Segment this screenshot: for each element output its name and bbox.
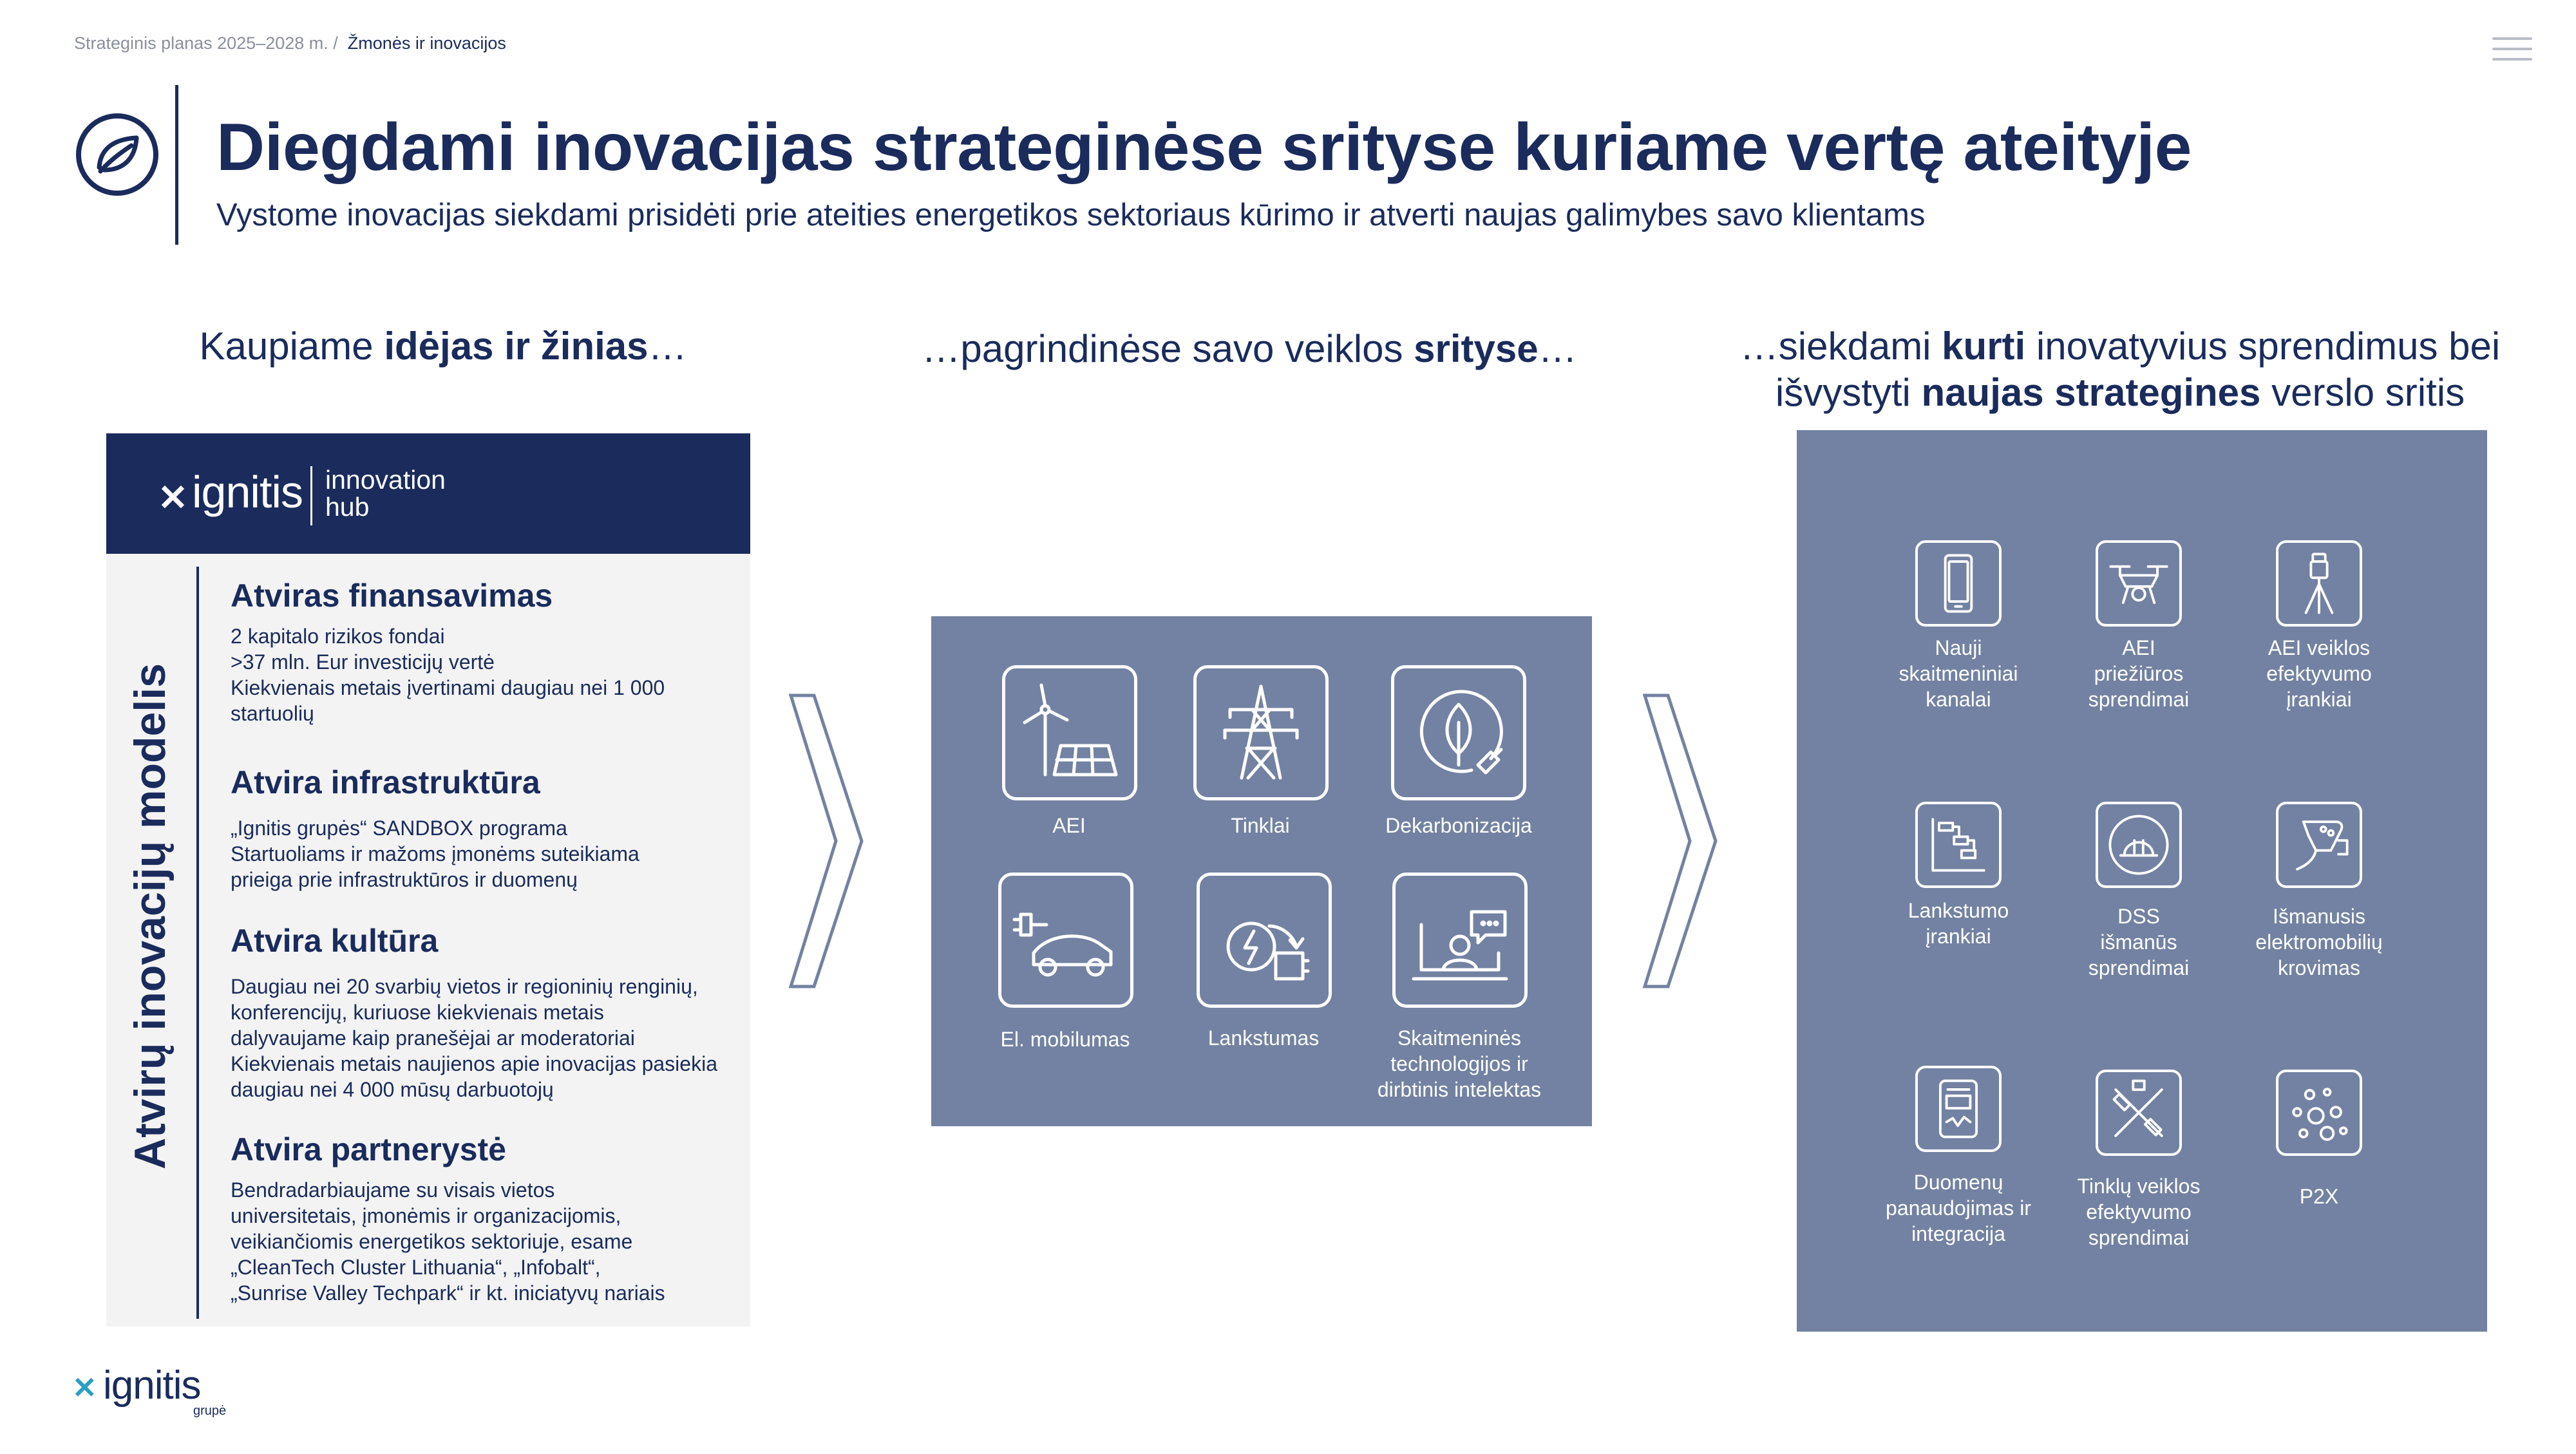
section-title: Atvira kultūra xyxy=(231,923,439,959)
solution-label-p2x: P2X xyxy=(2299,1185,2339,1208)
section-title: Atviras finansavimas xyxy=(231,578,553,614)
hub-brand: ignitis xyxy=(192,467,303,517)
solution-label-aei-maintenance: AEI priežiūros sprendimai xyxy=(2088,636,2190,711)
solution-label-ev-charging: Išmanusis elektromobilių krovimas xyxy=(2255,905,2383,979)
breadcrumb xyxy=(74,33,506,53)
solution-label-flexibility-tools: Lankstumo įrankiai xyxy=(1908,899,2009,948)
section-text: Daugiau nei 20 svarbių vietos ir regioninių renginių, konferencijų, kuriuose kiekvienais metais dalyvaujame kaip pranešėjai ar moderatoriai Kiekvienais metais naujienos apie inovacijas pasiekia daugiau nei 4 000 mūsų darbuotojų xyxy=(231,975,717,1101)
section-open-funding xyxy=(231,577,665,726)
chevron-right-icon xyxy=(788,693,866,989)
area-label-tinklai: Tinklai xyxy=(1231,814,1290,837)
molecules-icon xyxy=(2276,1070,2362,1156)
flow-chart-icon xyxy=(1915,802,2002,888)
hard-hat-icon xyxy=(2096,802,2182,888)
hamburger-menu-icon[interactable] xyxy=(2492,37,2532,63)
smartphone-icon xyxy=(1915,540,2002,627)
area-label-skaitmenines: Skaitmeninės technologijos ir dirbtinis intelektas xyxy=(1377,1026,1542,1101)
electric-car-icon xyxy=(998,873,1133,1008)
breadcrumb-current[interactable]: Žmonės ir inovacijos xyxy=(347,33,506,53)
section-text: „Ignitis grupės“ SANDBOX programa Startuoliams ir mažoms įmonėms suteikiama prieiga prie infrastruktūros ir duomenų xyxy=(231,817,639,891)
area-label-aei: AEI xyxy=(1052,814,1086,837)
page-title: Diegdami inovacijas strateginėse srityse kuriame vertę ateityje xyxy=(216,110,2192,185)
charging-plug-icon xyxy=(2276,802,2362,888)
breadcrumb-parent[interactable]: Strateginis planas 2025–2028 m. / xyxy=(74,33,338,53)
section-open-infrastructure xyxy=(231,764,639,892)
power-pylon-icon xyxy=(1193,665,1329,800)
drone-icon xyxy=(2096,540,2182,627)
area-label-dekarbonizacija: Dekarbonizacija xyxy=(1385,814,1532,837)
footer-brand: ignitis xyxy=(103,1363,201,1408)
section-title: Atvira infrastruktūra xyxy=(231,764,540,800)
hub-logo-divider xyxy=(310,466,312,525)
section-title: Atvira partnerystė xyxy=(231,1131,506,1167)
leaf-icon xyxy=(76,113,158,196)
solution-label-dss: DSS išmanūs sprendimai xyxy=(2088,905,2190,979)
chevron-right-icon xyxy=(1642,693,1719,989)
ignitis-logo-icon: ✕ xyxy=(158,477,188,518)
digital-ai-icon xyxy=(1392,873,1528,1008)
middle-column-heading: …pagrindinėse savo veiklos srityse… xyxy=(922,327,1577,370)
solution-label-digital-channels: Nauji skaitmeniniai kanalai xyxy=(1899,636,2018,711)
open-innovation-model-label: Atvirų inovacijų modelis xyxy=(126,663,175,1169)
page-subtitle: Vystome inovacijas siekdami prisidėti prie ateities energetikos sektoriaus kūrimo ir atverti naujas galimybes savo klientams xyxy=(216,198,1926,232)
section-open-partnership xyxy=(231,1131,665,1306)
solution-label-grid-efficiency: Tinklų veiklos efektyvumo sprendimai xyxy=(2077,1175,2201,1249)
hub-name: innovation hub xyxy=(325,465,446,522)
solution-label-aei-efficiency: AEI veiklos efektyvumo įrankiai xyxy=(2266,636,2372,711)
tools-icon xyxy=(2096,1070,2182,1156)
right-column-heading: …siekdami kurti inovatyvius sprendimus bei išvystyti naujas strategines verslo sritis xyxy=(1739,325,2501,414)
data-device-icon xyxy=(1915,1066,2002,1152)
title-divider xyxy=(175,85,178,245)
section-text: 2 kapitalo rizikos fondai >37 mln. Eur investicijų vertė Kiekvienais metais įvertinami daugiau nei 1 000 startuolių xyxy=(231,625,665,725)
section-text: Bendradarbiaujame su visais vietos universitetais, įmonėmis ir organizacijomis, veikiančiomis energetikos sektoriuje, esame „CleanTech Cluster Lithuania“, „Infobalt“, „Sunrise Valley Techpark“ ir kt. iniciatyvų nariais xyxy=(231,1178,665,1305)
area-label-lankstumas: Lankstumas xyxy=(1208,1026,1320,1050)
survey-tripod-icon xyxy=(2276,540,2362,627)
footer-brand-sub: grupė xyxy=(193,1404,227,1418)
ignitis-logo-icon: ✕ xyxy=(72,1371,97,1404)
open-innovation-divider xyxy=(196,567,199,1319)
solution-label-data-usage: Duomenų panaudojimas ir integracija xyxy=(1886,1171,2031,1245)
battery-cycle-icon xyxy=(1197,873,1332,1008)
wind-solar-icon xyxy=(1002,665,1137,800)
leaf-plug-icon xyxy=(1391,665,1526,800)
section-open-culture xyxy=(231,922,717,1102)
area-label-el-mobilumas: El. mobilumas xyxy=(1000,1028,1130,1051)
left-column-heading: Kaupiame idėjas ir žinias… xyxy=(199,325,687,368)
